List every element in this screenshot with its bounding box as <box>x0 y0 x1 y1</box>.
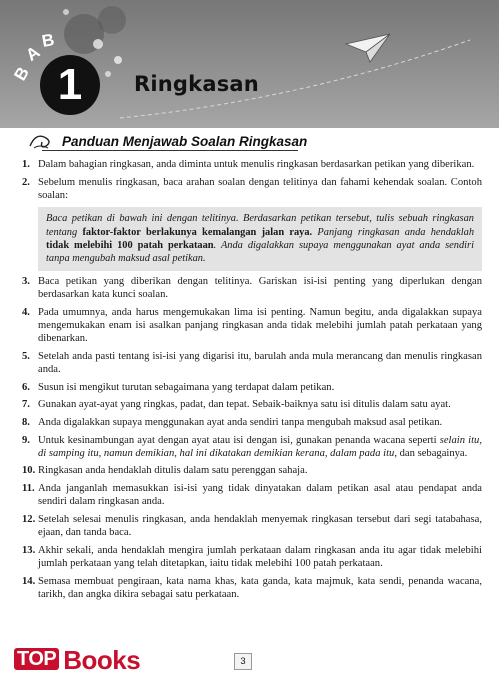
example-bold-limit: tidak melebihi 100 patah perkataan <box>46 240 214 251</box>
list-item <box>22 350 482 377</box>
list-item <box>22 513 482 540</box>
list-item <box>22 482 482 509</box>
item-text: Setelah selesai menulis ringkasan, anda hendaklah menyemak ringkasan tersebut dari segi tatabahasa, ejaan, dan tanda baca. <box>38 513 482 539</box>
item-number: 5. <box>22 350 30 362</box>
item-text: Dalam bahagian ringkasan, anda diminta untuk menulis ringkasan berdasarkan petikan yang diberikan. <box>38 159 475 170</box>
logo-books: Books <box>63 645 141 675</box>
chapter-number: 1 <box>40 55 100 115</box>
guide-list <box>22 158 482 606</box>
bab-letter-b1: B <box>10 63 34 84</box>
list-item <box>22 544 482 571</box>
item-number: 9. <box>22 434 30 446</box>
list-item <box>22 416 482 429</box>
item-number: 12. <box>22 513 36 525</box>
item-text: Semasa membuat pengiraan, kata nama khas, kata ganda, kata majmuk, kata sendi, penanda wacana, tarikh, dan angka dikira sebagai satu perkataan. <box>38 575 482 601</box>
list-item <box>22 275 482 302</box>
page-number: 3 <box>234 653 252 670</box>
item-number: 7. <box>22 399 30 411</box>
example-text: Baca petikan di bawah ini dengan telitinya. Berdasarkan petikan tersebut, tulis sebuah ringkasan tentang <box>46 213 474 238</box>
section-heading <box>26 130 307 152</box>
list-item <box>22 398 482 411</box>
item-number: 1. <box>22 159 30 170</box>
item-number: 10. <box>22 465 36 477</box>
item-number: 4. <box>22 306 30 318</box>
list-item <box>22 434 482 461</box>
item-text: Pada umumnya, anda harus mengemukakan lima isi penting. Namun begitu, anda digalakkan supaya mengemukakan enam isi asalkan panjang ringkasan anda tidak melebihi jumlah patah perkataan yang dibenarkan. <box>38 306 482 345</box>
item-text: Anda janganlah memasukkan isi-isi yang tidak dinyatakan dalam petikan asal atau pendapat anda sendiri dalam ringkasan anda. <box>38 483 482 508</box>
item-text: Ringkasan anda hendaklah ditulis dalam satu perenggan sahaja. <box>38 465 308 477</box>
list-item <box>22 176 482 203</box>
item-text: Sebelum menulis ringkasan, baca arahan soalan dengan telitinya dan fahami kehendak soalan. Contoh soalan: <box>38 176 482 201</box>
item-number: 14. <box>22 575 36 587</box>
item-number: 8. <box>22 416 30 428</box>
example-text: Panjang ringkasan anda hendaklah <box>312 226 475 238</box>
item-text: Gunakan ayat-ayat yang ringkas, padat, dan tepat. Sebaik-baiknya satu isi ditulis dalam satu ayat. <box>38 399 451 411</box>
chapter-title: Ringkasan <box>134 72 259 96</box>
chapter-header <box>0 0 499 128</box>
item-text: Baca petikan yang diberikan dengan telitinya. Gariskan isi-isi penting yang diperlukan dengan berdasarkan kata kunci soalan. <box>38 275 482 301</box>
discourse-markers: selain itu, di samping itu, namun demikian, hal ini dikatakan demikian kerana, dalam pada itu <box>38 434 482 459</box>
section-underline <box>42 150 298 151</box>
example-bold-topic: faktor-faktor berlakunya kemalangan jalan raya. <box>82 226 313 238</box>
example-text: . Anda digalakkan supaya menggunakan ayat anda sendiri tanpa mengubah maksud asal petikan. <box>46 240 474 265</box>
paper-plane-icon <box>344 30 392 66</box>
item-text: Anda digalakkan supaya menggunakan ayat anda sendiri tanpa mengubah maksud asal petikan. <box>38 416 443 428</box>
item-number: 6. <box>22 381 30 393</box>
bab-letter-b2: B <box>40 30 56 51</box>
list-item <box>22 158 482 171</box>
item-text: Akhir sekali, anda hendaklah mengira jumlah perkataan dalam ringkasan anda itu agar tidak melebihi jumlah perkataan yang telah ditetapkan, iaitu tidak melebihi 100 patah perkataan. <box>38 544 482 570</box>
section-title: Panduan Menjawab Soalan Ringkasan <box>62 133 308 149</box>
item-text: Untuk kesinambungan ayat dengan ayat atau isi dengan isi, gunakan penanda wacana seperti selain itu, di samping itu, namun demikian, hal ini dikatakan demikian kerana, dalam pada itu, dan sebagainya. <box>38 434 482 459</box>
list-item <box>22 464 482 477</box>
publisher-logo <box>14 645 140 676</box>
item-number: 11. <box>22 483 35 495</box>
logo-top: TOP <box>14 648 59 670</box>
list-item <box>22 381 482 394</box>
item-number: 2. <box>22 176 30 188</box>
item-number: 13. <box>22 544 36 556</box>
item-number: 3. <box>22 275 30 287</box>
item-text: Susun isi mengikut turutan sebagaimana yang terdapat dalam petikan. <box>38 381 335 393</box>
bab-letter-a: A <box>22 42 44 65</box>
example-question-box <box>38 207 482 271</box>
swirl-icon <box>26 130 62 152</box>
list-item <box>22 575 482 602</box>
item-text: Setelah anda pasti tentang isi-isi yang digarisi itu, barulah anda mula merancang dan menulis ringkasan anda. <box>38 350 482 376</box>
list-item <box>22 306 482 346</box>
